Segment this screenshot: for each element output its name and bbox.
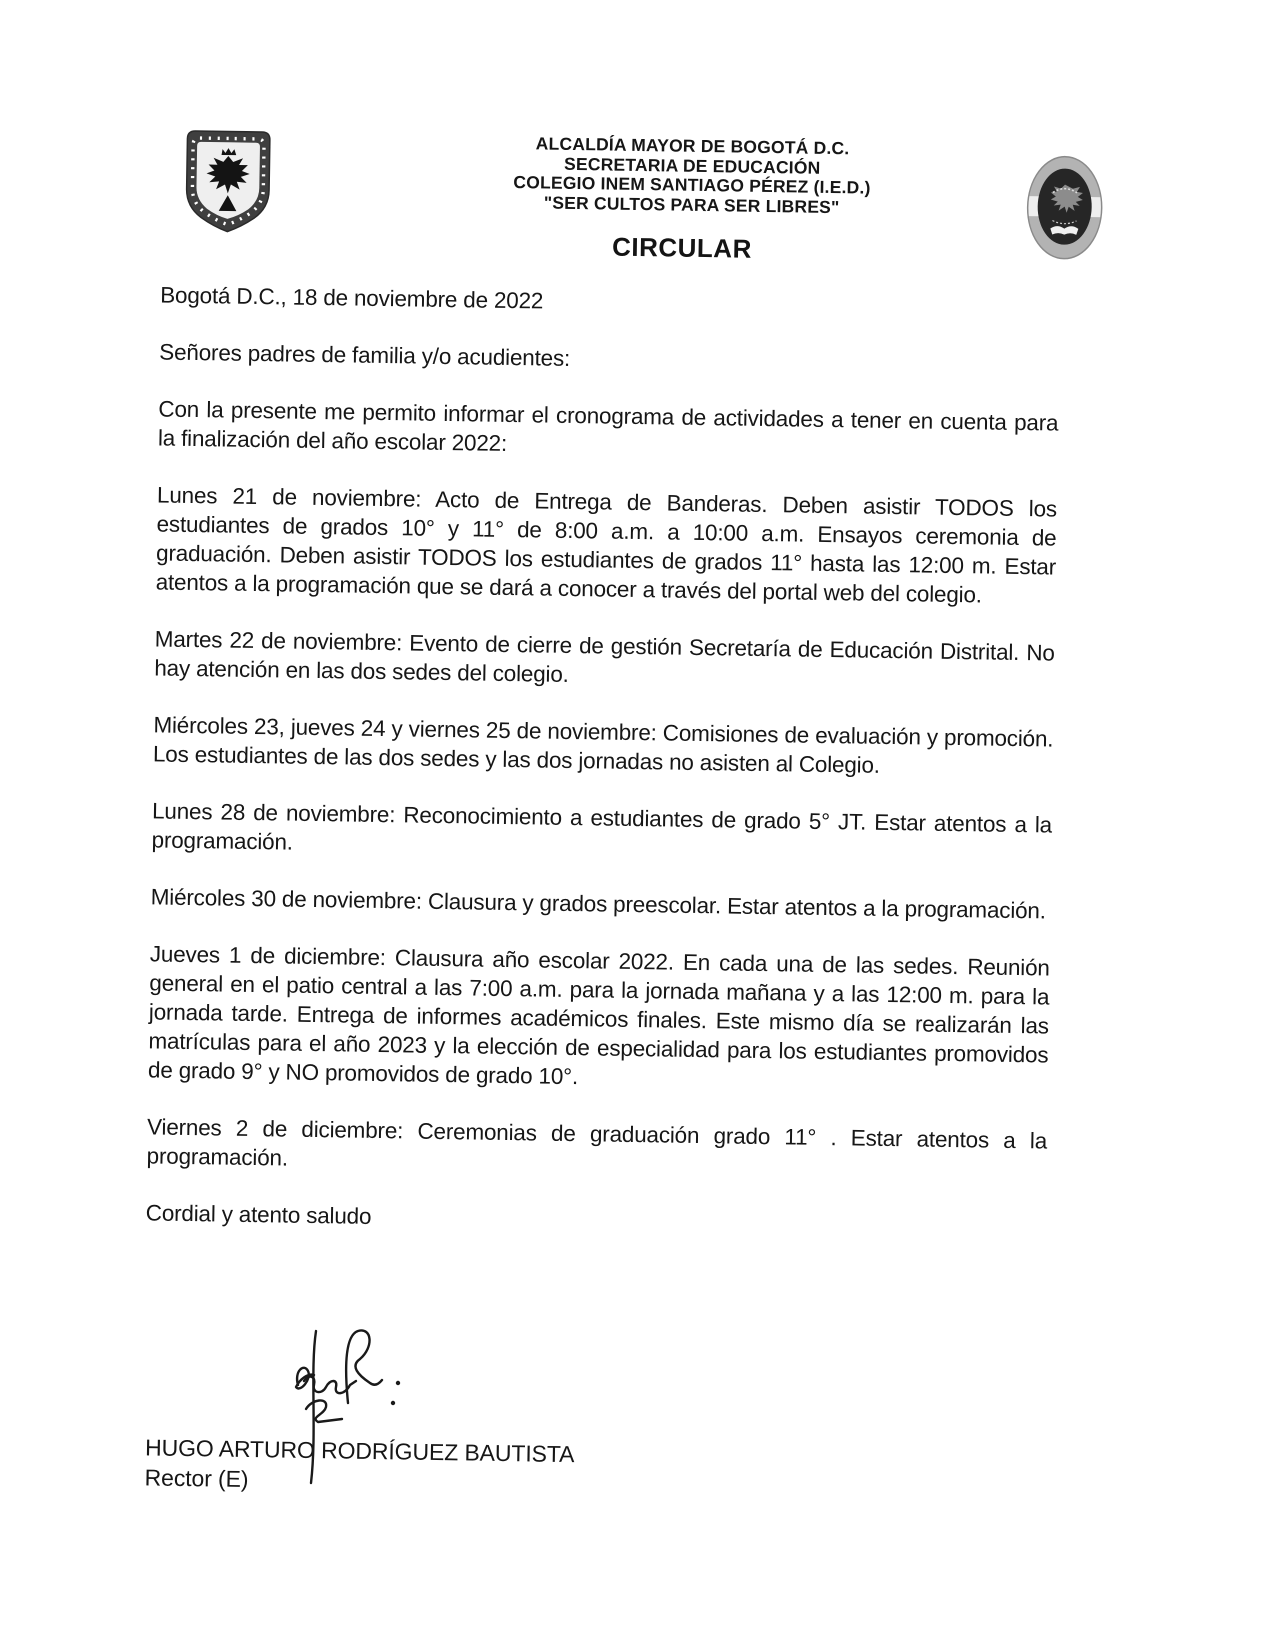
bogota-coat-of-arms-logo — [181, 128, 275, 237]
school-seal-logo — [1025, 154, 1105, 261]
signature-dot — [391, 1401, 395, 1405]
org-line-alcaldia: ALCALDÍA MAYOR DE BOGOTÁ D.C. — [535, 133, 850, 159]
signer-title: Rector (E) — [144, 1464, 249, 1493]
header-org-block — [442, 133, 943, 219]
closing-line: Cordial y atento saludo — [145, 1200, 372, 1229]
schedule-paragraph-jueves-1: Jueves 1 de diciembre: Clausura año escolar 2022. En cada una de las sedes. Reunión general en el patio central a las 7:00 a.m. para la jornada mañana y a las 12:00 m. para la jornada tarde. Entrega de informes académicos finales. Este mismo día se realizarán las matrículas para el año 2023 y la elección de especialidad para los estudiantes promovidos de grado 9° y NO promovidos de grado 10°. — [147, 941, 1050, 1090]
handwritten-signature — [290, 1323, 410, 1491]
org-line-lema: "SER CULTOS PARA SER LIBRES" — [543, 192, 840, 217]
signature-dot — [396, 1381, 400, 1385]
schedule-paragraph-martes-22: Martes 22 de noviembre: Evento de cierre de gestión Secretaría de Educación Distrital. No hay atención en las dos sedes del colegio. — [154, 626, 1055, 687]
letter-body — [146, 280, 1061, 1241]
schedule-paragraph-lunes-28: Lunes 28 de noviembre: Reconocimiento a estudiantes de grado 5° JT. Estar atentos a la programación. — [151, 798, 1053, 855]
salutation-line: Señores padres de familia y/o acudientes: — [159, 339, 571, 371]
intro-paragraph: Con la presente me permito informar el cronograma de actividades a tener en cuenta para la finalización del año escolar 2022: — [157, 396, 1059, 456]
schedule-paragraph-lunes-21: Lunes 21 de noviembre: Acto de Entrega de Banderas. Deben asistir TODOS los estudiantes de grados 10° y 11° de 8:00 a.m. a 10:00 a.m. Ensayos ceremonia de graduación. Deben asistir TODOS los estudiantes de grados 11° hasta las 12:00 m. Estar atentos a la programación que se dará a conocer a través del portal web del colegio. — [155, 482, 1058, 608]
schedule-paragraph-viernes-2: Viernes 2 de diciembre: Ceremonias de graduación grado 11° . Estar atentos a la programación. — [146, 1114, 1048, 1171]
schedule-paragraph-miercoles-23-25: Miércoles 23, jueves 24 y viernes 25 de noviembre: Comisiones de evaluación y promoción. Los estudiantes de las dos sedes y las dos jornadas no asisten al Colegio. — [152, 712, 1054, 778]
schedule-paragraph-miercoles-30: Miércoles 30 de noviembre: Clausura y grados preescolar. Estar atentos a la programación. — [150, 884, 1046, 924]
document-type-title: CIRCULAR — [611, 231, 753, 264]
org-line-colegio: COLEGIO INEM SANTIAGO PÉREZ (I.E.D.) — [513, 172, 871, 198]
signer-name: HUGO ARTURO RODRÍGUEZ BAUTISTA — [144, 1434, 575, 1468]
date-line: Bogotá D.C., 18 de noviembre de 2022 — [159, 282, 544, 314]
org-line-secretaria: SECRETARIA DE EDUCACIÓN — [563, 153, 821, 178]
